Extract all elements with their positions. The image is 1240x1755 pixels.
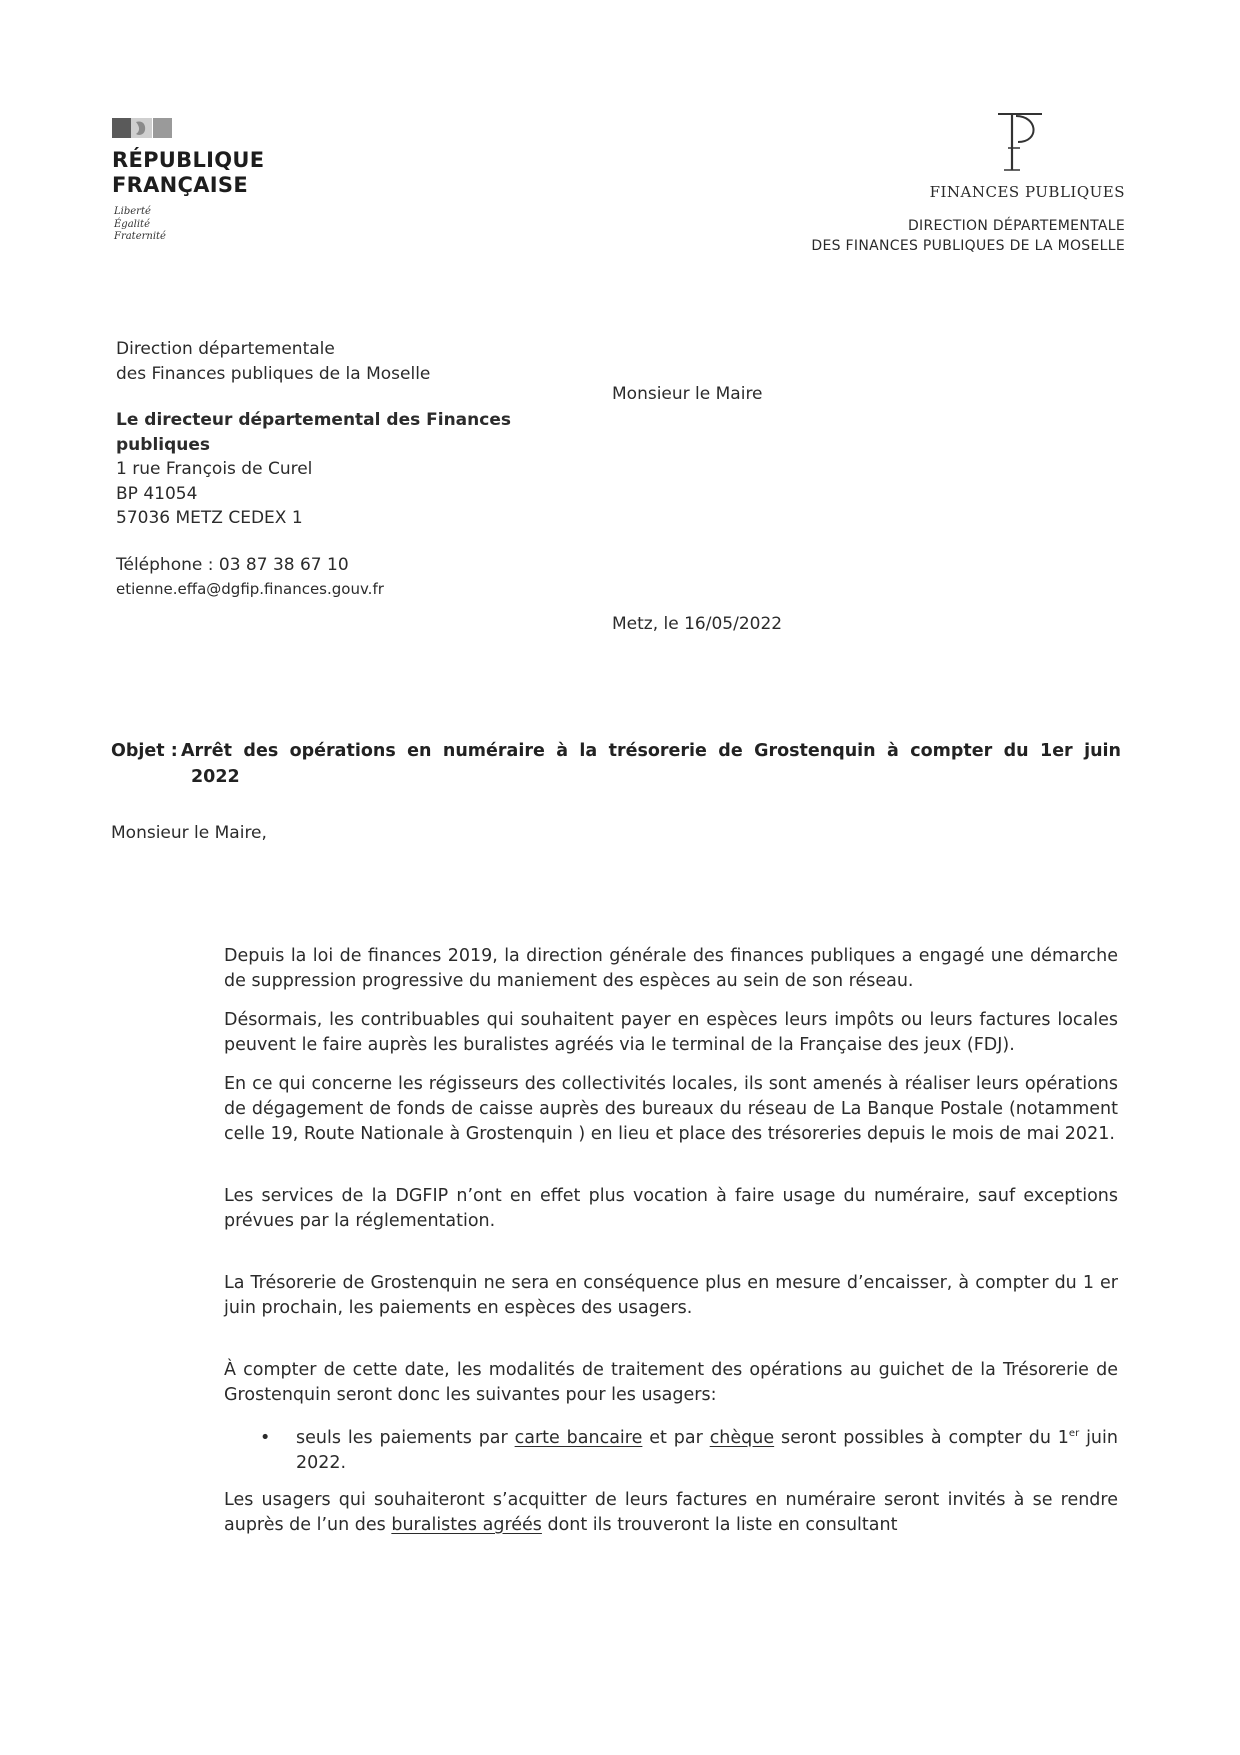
sender-address: 57036 METZ CEDEX 1 bbox=[116, 508, 303, 528]
subject-line bbox=[111, 738, 1121, 790]
body-paragraph: En ce qui concerne les régisseurs des collectivités locales, ils sont amenés à réaliser leurs opérations de dégagement de fonds de caisse auprès des bureaux du réseau de La Banque Postale (notamment celle 19, Route Nationale à Grostenquin ) en lieu et place des trésoreries depuis le mois de mai 2021. bbox=[224, 1074, 1118, 1144]
finances-publiques-logo-icon bbox=[990, 108, 1050, 178]
letter-body bbox=[224, 944, 1118, 1538]
body-paragraph: La Trésorerie de Grostenquin ne sera en conséquence plus en mesure d’encaisser, à compter du 1 er juin prochain, les paiements en espèces des usagers. bbox=[224, 1273, 1118, 1318]
underlined-term: chèque bbox=[709, 1428, 775, 1448]
body-paragraph: Les usagers qui souhaiteront s’acquitter de leurs factures en numéraire seront invités à se rendre auprès de l’un des buralistes agréés dont ils trouveront la liste en consultant bbox=[224, 1490, 1118, 1535]
finances-publiques-title: FINANCES PUBLIQUES bbox=[929, 183, 1125, 201]
list-item bbox=[224, 1426, 1118, 1476]
body-paragraph: Les services de la DGFIP n’ont en effet plus vocation à faire usage du numéraire, sauf exceptions prévues par la réglementation. bbox=[224, 1186, 1118, 1231]
body-paragraph: Depuis la loi de finances 2019, la direction générale des finances publiques a engagé une démarche de suppression progressive du maniement des espèces au sein de son réseau. bbox=[224, 946, 1118, 991]
sender-org-line: Direction départementale bbox=[116, 339, 335, 359]
sender-email: etienne.effa@dgfip.finances.gouv.fr bbox=[116, 580, 384, 598]
recipient: Monsieur le Maire bbox=[612, 384, 763, 404]
underlined-term: buralistes agréés bbox=[391, 1515, 542, 1535]
subject-text: 2022 bbox=[191, 767, 240, 787]
bullet-icon: • bbox=[260, 1428, 271, 1448]
subject-label: Objet : bbox=[111, 741, 178, 761]
bullet-text: seuls les paiements par carte bancaire et par chèque seront possibles à compter du 1er juin 2022. bbox=[296, 1428, 1118, 1473]
letter-date: Metz, le 16/05/2022 bbox=[612, 614, 783, 634]
body-paragraph: Désormais, les contribuables qui souhaitent payer en espèces leurs impôts ou leurs factures locales peuvent le faire auprès les buralistes agréés via le terminal de la Française des jeux (FDJ). bbox=[224, 1010, 1118, 1055]
sender-title: Le directeur départemental des Finances bbox=[116, 410, 511, 430]
salutation: Monsieur le Maire, bbox=[111, 823, 267, 843]
marianne-icon bbox=[112, 116, 172, 140]
sender-org-line: des Finances publiques de la Moselle bbox=[116, 363, 431, 384]
body-paragraph: À compter de cette date, les modalités de traitement des opérations au guichet de la Trésorerie de Grostenquin seront donc les suivantes pour les usagers: bbox=[224, 1360, 1118, 1405]
sender-address: BP 41054 bbox=[116, 483, 198, 504]
republique-francaise-name: RÉPUBLIQUE FRANÇAISE bbox=[112, 148, 265, 197]
sender-address: 1 rue François de Curel bbox=[116, 459, 313, 479]
sender-phone: Téléphone : 03 87 38 67 10 bbox=[116, 554, 349, 575]
direction-heading: DIRECTION DÉPARTEMENTALE DES FINANCES PUBLIQUES DE LA MOSELLE bbox=[811, 218, 1125, 254]
sender-block bbox=[116, 337, 511, 602]
sender-title: publiques bbox=[116, 434, 211, 455]
subject-text: Arrêt des opérations en numéraire à la trésorerie de Grostenquin à compter du 1er juin bbox=[181, 741, 1121, 761]
underlined-term: carte bancaire bbox=[514, 1428, 643, 1448]
republique-motto: Liberté Égalité Fraternité bbox=[114, 206, 166, 242]
